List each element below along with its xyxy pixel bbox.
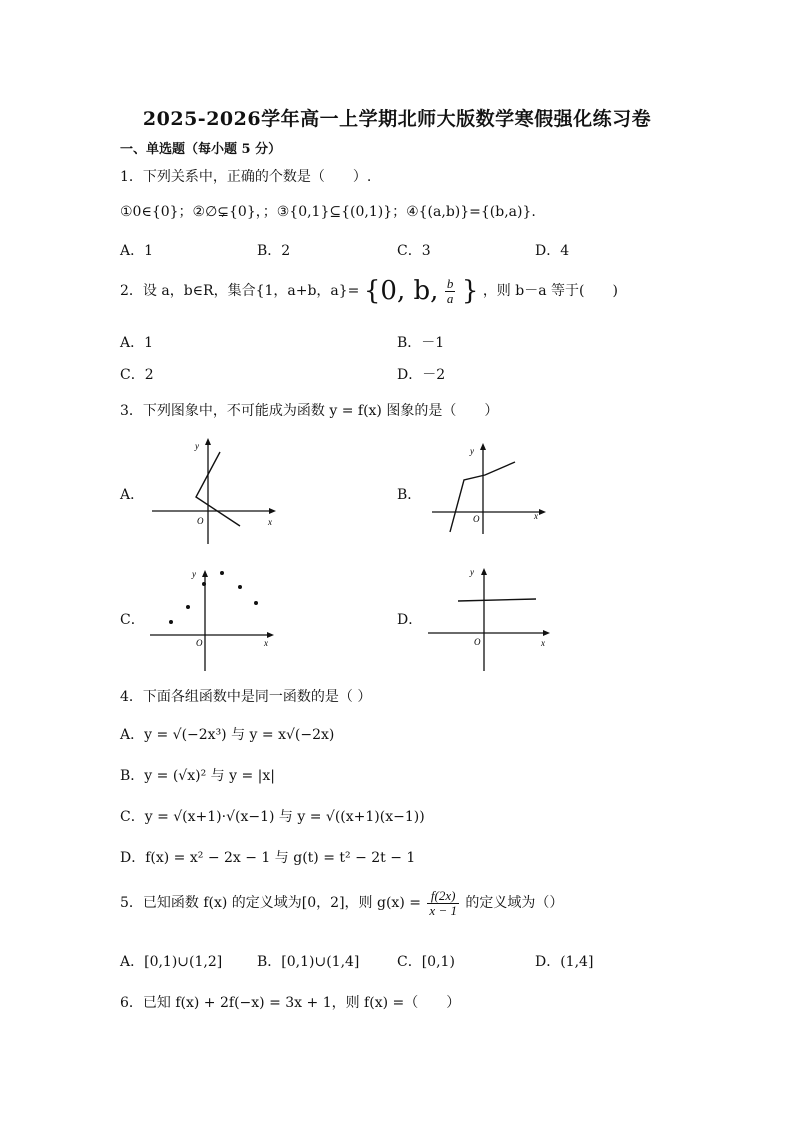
q5-fraction (427, 889, 459, 917)
q5-stem-start: 5．已知函数 f(x) 的定义域为[0，2]，则 g(x) = (120, 895, 421, 912)
q2-stem (120, 276, 618, 306)
q5-frac-num: f(2x) (427, 889, 459, 904)
q5-option-c[interactable]: C．[0,1) (397, 954, 455, 970)
q3d-origin-label: O (474, 637, 481, 647)
q2-fraction (445, 277, 456, 305)
q1-option-c[interactable]: C．3 (397, 243, 431, 259)
q1-stem: 1．下列关系中，正确的个数是（ ）. (120, 169, 372, 185)
q1-items: ①0∈{0}；②∅⊊{0}，；③{0,1}⊆{(0,1)}；④{(a,b)}={(b,a)}. (120, 204, 536, 220)
q3a-origin-label: O (197, 516, 204, 526)
q5-option-a[interactable]: A．[0,1)∪(1,2] (120, 954, 223, 970)
q3-option-a[interactable]: A． (120, 487, 145, 503)
q3-option-d[interactable]: D． (397, 612, 423, 628)
q4-option-b[interactable]: B．y = (√x)² 与 y = |x| (120, 768, 275, 784)
q4-option-a[interactable]: A．y = √(−2x³) 与 y = x√(−2x) (120, 727, 335, 743)
q3c-y-label: y (192, 569, 196, 579)
q3a-y-label: y (195, 441, 199, 451)
q3b-origin-label: O (473, 514, 480, 524)
q2-frac-num: b (446, 275, 454, 291)
q3-option-c[interactable]: C． (120, 612, 145, 628)
q2-set-close: } (461, 276, 479, 306)
q1-option-d[interactable]: D．4 (535, 243, 570, 259)
q5-option-b[interactable]: B．[0,1)∪(1,4] (257, 954, 360, 970)
q2-set-open: {0, b, (363, 276, 439, 306)
section-heading: 一、单选题（每小题 5 分） (120, 142, 282, 157)
q4-stem: 4．下面各组函数中是同一函数的是（ ） (120, 689, 372, 705)
q5-frac-den: x − 1 (429, 902, 457, 918)
q2-option-d[interactable]: D．－2 (397, 367, 446, 383)
q2-option-c[interactable]: C．2 (120, 367, 154, 383)
q3a-x-label: x (268, 517, 272, 527)
q2-stem-end: ，则 b－a 等于( ) (482, 283, 618, 299)
q3d-x-label: x (541, 638, 545, 648)
q3d-y-label: y (470, 567, 474, 577)
q3b-x-label: x (534, 511, 538, 521)
q5-stem (120, 889, 563, 917)
q3c-origin-label: O (196, 638, 203, 648)
q1-option-a[interactable]: A．1 (120, 243, 154, 259)
q4-option-d[interactable]: D．f(x) = x² − 2x − 1 与 g(t) = t² − 2t − 1 (120, 850, 416, 866)
q5-option-d[interactable]: D．(1,4] (535, 954, 594, 970)
q3-graph-b (428, 438, 550, 534)
q3-graph-a (148, 434, 280, 546)
page-title: 2025-2026学年高一上学期北师大版数学寒假强化练习卷 (142, 108, 652, 130)
q3-graph-d (424, 563, 554, 673)
q3b-y-label: y (470, 446, 474, 456)
q3-option-b[interactable]: B． (397, 487, 422, 503)
q2-option-a[interactable]: A．1 (120, 335, 154, 351)
q2-stem-start: 2．设 a，b∈R，集合{1，a+b，a}= (120, 283, 360, 299)
q6-stem: 6．已知 f(x) + 2f(−x) = 3x + 1，则 f(x) =（ ） (120, 995, 461, 1011)
q2-option-b[interactable]: B．－1 (397, 335, 445, 351)
q2-frac-den: a (446, 290, 454, 306)
q3-stem: 3．下列图象中，不可能成为函数 y = f(x) 图象的是（ ） (120, 403, 499, 419)
q5-stem-end: 的定义域为（） (465, 895, 564, 912)
q3c-x-label: x (264, 638, 268, 648)
q4-option-c[interactable]: C．y = √(x+1)·√(x−1) 与 y = √((x+1)(x−1)) (120, 809, 425, 825)
q3-graph-c (146, 565, 278, 673)
q1-option-b[interactable]: B．2 (257, 243, 291, 259)
